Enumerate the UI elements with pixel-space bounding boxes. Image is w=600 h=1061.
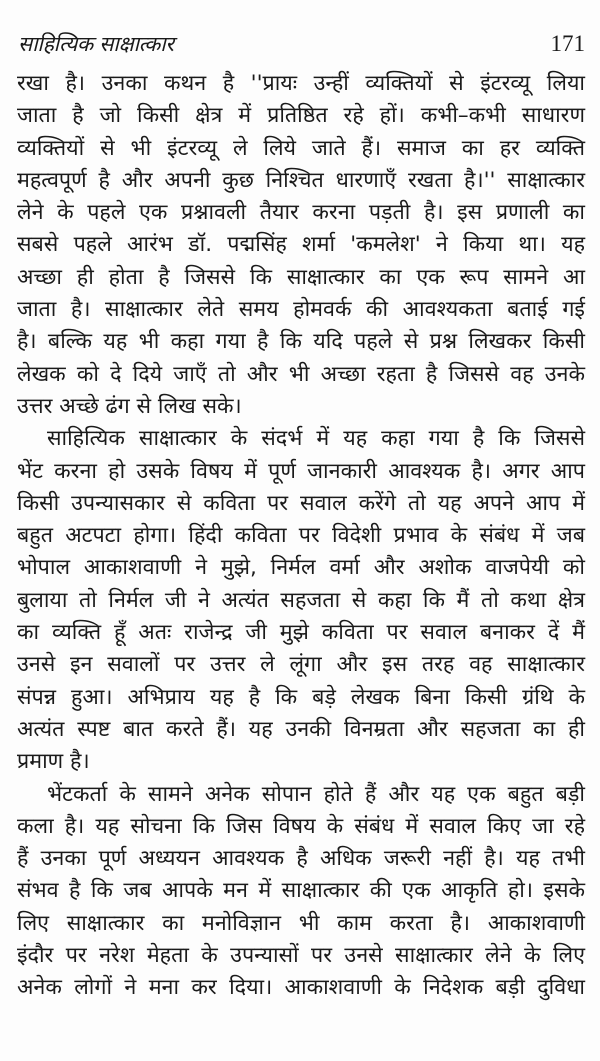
text-line: सबसे पहले आरंभ डॉ. पद्मसिंह शर्मा 'कमलेश' ने किया था। यह	[17, 232, 585, 258]
text-line: लेने के पहले एक प्रश्नावली तैयार करना पड़ती है। इस प्रणाली का	[17, 200, 585, 226]
text-line: लेखक को दे दिये जाएँ तो और भी अच्छा रहता है जिससे वह उनके	[17, 361, 585, 387]
text-line: इंदौर पर नरेश मेहता के उपन्यासों पर उनसे साक्षात्कार लेने के लिए	[17, 943, 585, 969]
text-line: व्यक्तियों से भी इंटरव्यू ले लिये जाते हैं। समाज का हर व्यक्ति	[17, 135, 585, 161]
page-number: 171	[550, 31, 585, 56]
body-text	[17, 68, 585, 1005]
text-line: जाता है जो किसी क्षेत्र में प्रतिष्ठित रहे हों। कभी–कभी साधारण	[17, 103, 585, 129]
paragraph-start-line: साहित्यिक साक्षात्कार के संदर्भ में यह कहा गया है कि जिससे	[47, 426, 585, 452]
text-line: का व्यक्ति हूँ अतः राजेन्द्र जी मुझे कविता पर सवाल बनाकर दें मैं	[17, 620, 585, 646]
text-line: बुलाया तो निर्मल जी ने अत्यंत सहजता से कहा कि मैं तो कथा क्षेत्र	[17, 587, 585, 613]
text-line: भोपाल आकाशवाणी ने मुझे, निर्मल वर्मा और अशोक वाजपेयी को	[17, 555, 585, 581]
text-line: कला है। यह सोचना कि जिस विषय के संबंध में सवाल किए जा रहे	[17, 813, 585, 839]
text-line: अनेक लोगों ने मना कर दिया। आकाशवाणी के निदेशक बड़ी दुविधा	[17, 975, 585, 1001]
text-line: रखा है। उनका कथन है ''प्रायः उन्हीं व्यक्तियों से इंटरव्यू लिया	[17, 71, 585, 96]
text-line: उनसे इन सवालों पर उत्तर ले लूंगा और इस तरह वह साक्षात्कार	[17, 652, 585, 678]
text-line: लिए साक्षात्कार का मनोविज्ञान भी काम करता है। आकाशवाणी	[17, 910, 585, 936]
paragraph-end-line: उत्तर अच्छे ढंग से लिख सके।	[17, 393, 242, 419]
paragraph-end-line: प्रमाण है।	[17, 749, 90, 775]
text-line: जाता है। साक्षात्कार लेते समय होमवर्क की आवश्यकता बताई गई	[17, 297, 585, 323]
running-header	[18, 30, 585, 62]
running-title: साहित्यिक साक्षात्कार	[18, 32, 174, 56]
text-line: है। बल्कि यह भी कहा गया है कि यदि पहले से प्रश्न लिखकर किसी	[17, 329, 585, 355]
text-line: किसी उपन्यासकार से कविता पर सवाल करेंगे तो यह अपने आप में	[17, 490, 585, 516]
text-line: अच्छा ही होता है जिससे कि साक्षात्कार का एक रूप सामने आ	[17, 264, 585, 290]
text-line: बहुत अटपटा होगा। हिंदी कविता पर विदेशी प्रभाव के संबंध में जब	[17, 523, 585, 549]
text-line: हैं उनका पूर्ण अध्ययन आवश्यक है अधिक जरूरी नहीं है। यह तभी	[17, 846, 585, 872]
text-line: अत्यंत स्पष्ट बात करते हैं। यह उनकी विनम्रता और सहजता का ही	[17, 716, 585, 742]
text-line: संभव है कि जब आपके मन में साक्षात्कार की एक आकृति हो। इसके	[17, 878, 585, 904]
paragraph-start-line: भेंटकर्ता के सामने अनेक सोपान होते हैं और यह एक बहुत बड़ी	[47, 781, 585, 807]
text-line: भेंट करना हो उसके विषय में पूर्ण जानकारी आवश्यक है। अगर आप	[17, 458, 585, 484]
text-line: संपन्न हुआ। अभिप्राय यह है कि बड़े लेखक बिना किसी ग्रंथि के	[17, 684, 585, 710]
text-line: महत्वपूर्ण है और अपनी कुछ निश्चित धारणाएँ रखता है।'' साक्षात्कार	[17, 167, 585, 193]
